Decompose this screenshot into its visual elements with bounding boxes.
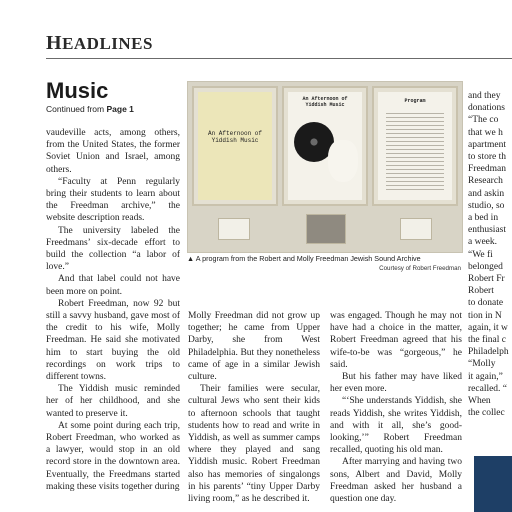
paragraph: Philadelph — [468, 347, 509, 358]
paragraph: recalled. “ — [468, 383, 508, 394]
photo-credit: Courtesy of Robert Freedman — [379, 265, 461, 272]
article-column-3 — [330, 310, 462, 512]
paragraph: the final c — [468, 335, 506, 346]
paragraph: Molly Freedman did not grow up together; he came from Upper Darby, she from West Philadelphia. But they nonetheless came of age in a similar Jewish culture. — [188, 311, 320, 383]
poster-middle — [288, 92, 362, 200]
continued-prefix: Continued from — [46, 104, 107, 114]
frame-left — [192, 86, 278, 206]
paragraph: “The co — [468, 115, 499, 126]
photo-caption — [187, 254, 463, 263]
poster-middle-title: An Afternoon of Yiddish Music — [302, 96, 348, 108]
paragraph: Their families were secular, cultural Jews who sent their kids to afternoon schools that taught students how to read and write in Yiddish, as well as summer camps where they played and sang Yiddish music. Robert Freedman also has memories of singalongs in his parents’ “tiny Upper Darby living room,” as he described it. — [188, 384, 320, 505]
program-lines — [386, 110, 444, 190]
paragraph: it again,” — [468, 371, 503, 382]
paragraph: donations — [468, 103, 505, 114]
paragraph: studio, so — [468, 200, 505, 211]
paragraph: was engaged. Though he may not have had a choice in the matter, Robert Freedman agreed that his wife-to-be was “gorgeous,” he said. — [330, 311, 462, 370]
article-column-2 — [188, 310, 320, 512]
continued-line — [46, 104, 134, 114]
paragraph: But his father may have liked her even more. — [330, 372, 462, 395]
paragraph: to donate — [468, 298, 504, 309]
paragraph: Robert — [468, 286, 494, 297]
frame-right — [372, 86, 458, 206]
paragraph: to store th — [468, 152, 506, 163]
section-header-cap: H — [46, 32, 63, 54]
paragraph: When — [468, 396, 491, 407]
mini-card-left — [218, 218, 250, 240]
poster-right-title: Program — [404, 98, 426, 104]
paragraph: apartment — [468, 139, 506, 150]
paragraph: “‘She understands Yiddish, she reads Yiddish, she writes Yiddish, and with it all, she’s good-looking,’” Robert Freedman recalled, quoting his old man. — [330, 396, 462, 456]
paragraph: Robert Fr — [468, 274, 505, 285]
paragraph: The Yiddish music reminded her of her childhood, and she wanted to preserve it. — [46, 384, 180, 419]
paragraph: Freedman — [468, 164, 506, 175]
paragraph: a week. — [468, 237, 498, 248]
paragraph: that we h — [468, 127, 503, 138]
paragraph: and they — [468, 91, 501, 101]
paragraph: “Faculty at Penn regularly bring their students to learn about the Freedman archive,” the website description reads. — [46, 176, 180, 224]
mini-photo-middle — [306, 214, 346, 244]
continued-page-link[interactable]: Page 1 — [106, 104, 134, 114]
frame-middle — [282, 86, 368, 206]
section-header-rest: EADLINES — [62, 34, 153, 53]
article-title: Music — [46, 78, 109, 103]
paragraph: After marrying and having two sons, Albert and David, Molly Freedman asked her husband a question one day. — [330, 457, 462, 505]
paragraph: tion in N — [468, 310, 502, 321]
paragraph: “We fi — [468, 249, 493, 260]
caption-arrow-icon: ▲ — [187, 254, 195, 263]
article-column-1 — [46, 127, 180, 512]
poster-left — [198, 92, 272, 200]
paragraph: At some point during each trip, Robert Freedman, who worked as a lawyer, would stop in an old record store in the downtown area. Eventually, the Freedmans started making these visits together during — [46, 420, 180, 492]
paragraph: Robert Freedman, now 92 but still a savvy husband, gave most of the credit to his wife, Molly Freedman. He said she motivated him to start buying the old recordings on work trips to different towns. — [46, 298, 180, 383]
paragraph: again, it w — [468, 322, 508, 333]
paragraph: enthusiast — [468, 225, 506, 236]
paragraph: and askin — [468, 188, 505, 199]
poster-left-title: An Afternoon of Yiddish Music — [207, 130, 262, 144]
article-column-4 — [468, 90, 512, 512]
poster-right — [378, 92, 452, 200]
paragraph: “Molly — [468, 359, 496, 370]
header-rule — [46, 58, 512, 59]
paragraph: And that label could not have been more on point. — [46, 274, 180, 297]
paragraph: Research — [468, 176, 503, 187]
paragraph: The university labeled the Freedmans’ six-decade effort to build the collection “a labor of love.” — [46, 225, 180, 273]
paragraph: a bed in — [468, 213, 499, 224]
paragraph: the collec — [468, 408, 505, 419]
program-photo — [187, 81, 463, 253]
caption-text: A program from the Robert and Molly Freedman Jewish Sound Archive — [195, 254, 421, 263]
section-header — [46, 32, 153, 55]
paragraph: belonged — [468, 261, 503, 272]
portrait-icon — [328, 140, 358, 182]
mini-card-right — [400, 218, 432, 240]
sidebar-box — [474, 456, 512, 512]
paragraph: vaudeville acts, among others, from the United States, the former Soviet Union and Israel, among others. — [46, 128, 180, 175]
